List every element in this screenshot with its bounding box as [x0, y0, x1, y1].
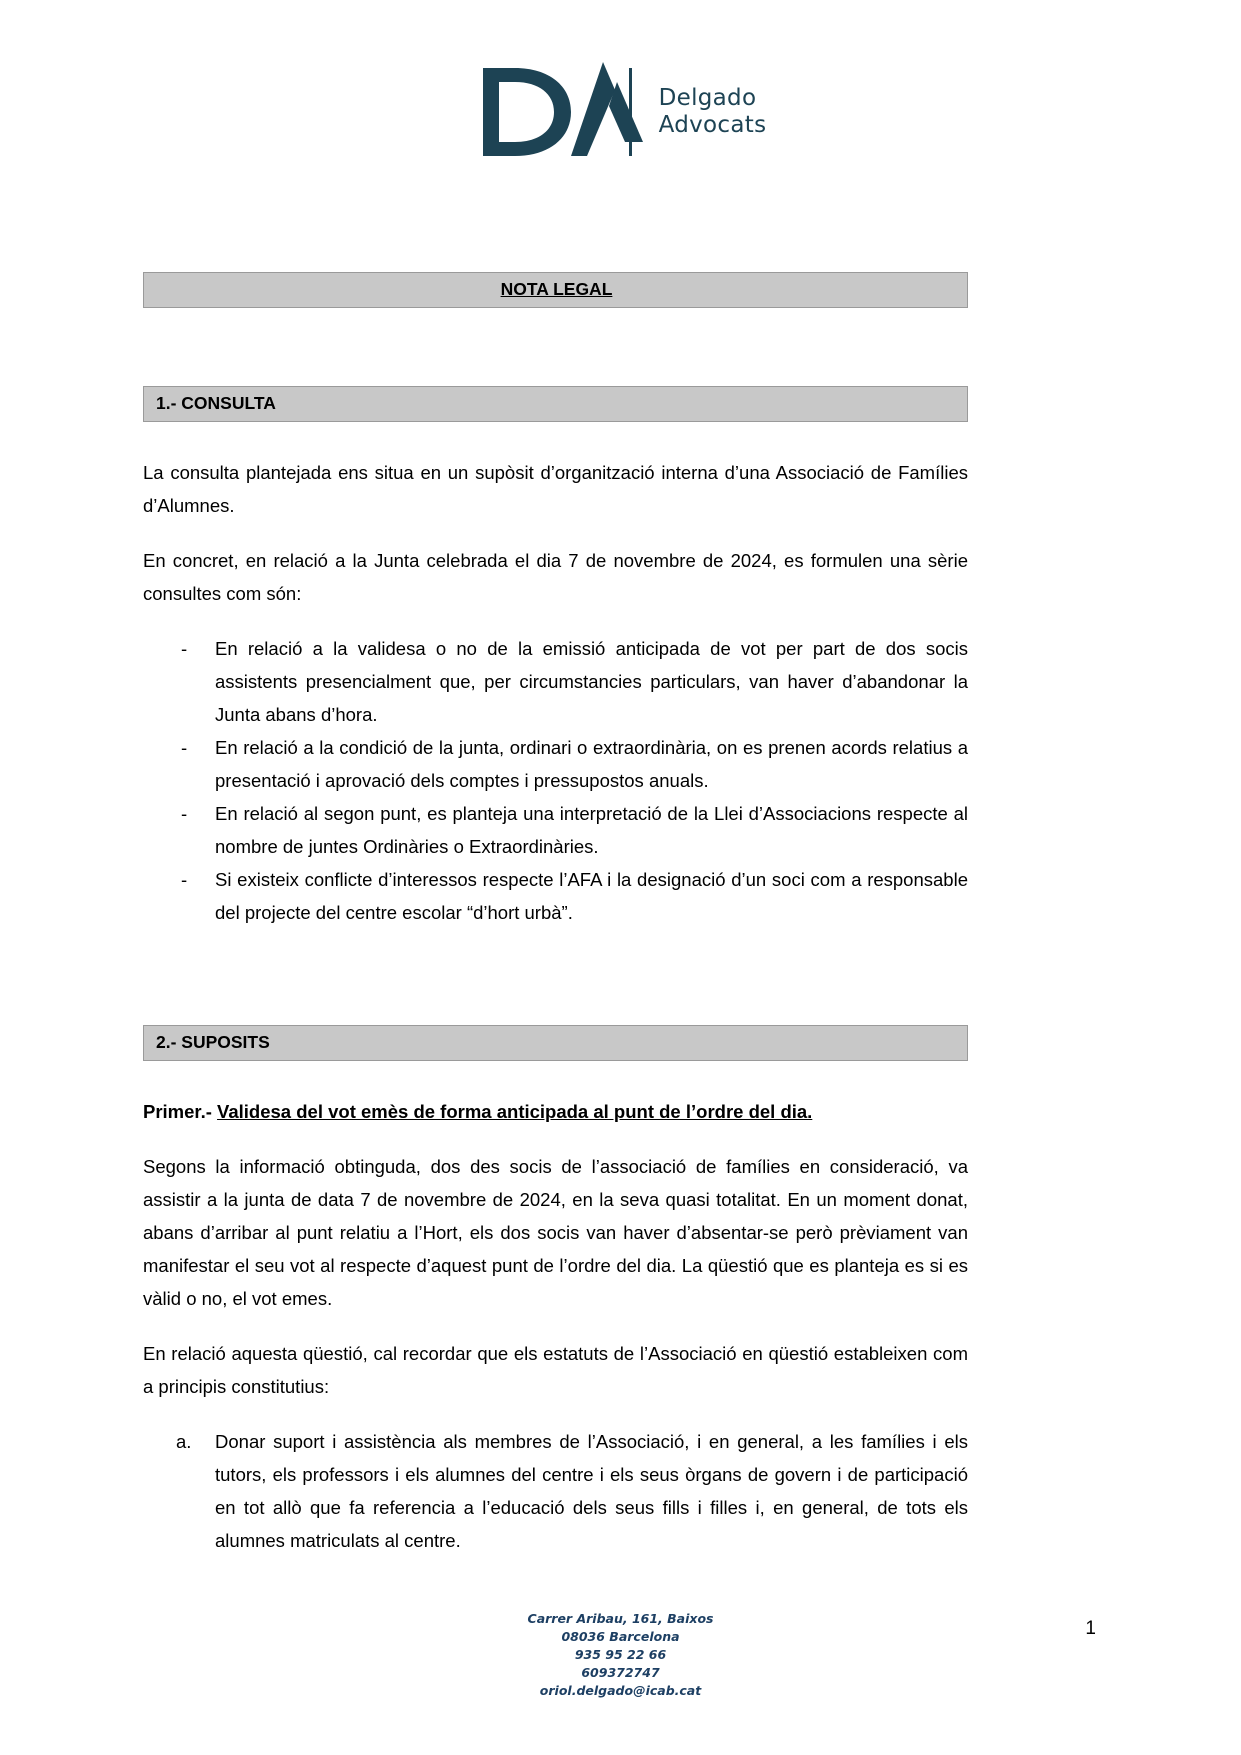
page-number: 1 — [1085, 1618, 1096, 1639]
subsection-heading — [143, 1095, 968, 1128]
footer-address: Carrer Aribau, 161, Baixos — [527, 1611, 714, 1626]
paragraph: Segons la informació obtinguda, dos des socis de l’associació de famílies en consideració, va assistir a la junta de data 7 de novembre de 2024, en la seva quasi totalitat. En un moment donat, abans d’arribar al punt relatiu a l’Hort, els dos socis van haver d’absentar-se però prèviament van manifestar el seu vot al respecte d’aquest punt de l’ordre del dia. La qüestió que es planteja es si es vàlid o no, el vot emes. — [143, 1156, 968, 1309]
footer-mobile: 609372747 — [581, 1665, 660, 1680]
list-item-text: En relació a la condició de la junta, ordinari o extraordinària, on es prenen acords relatius a presentació i aprovació dels comptes i pressupostos anuals. — [215, 737, 968, 791]
logo-text-line1: Delgado — [658, 85, 757, 111]
bullet-mark: - — [181, 803, 188, 824]
consulta-bullet-list — [143, 632, 968, 929]
document-body — [143, 272, 968, 1557]
footer-email: oriol.delgado@icab.cat — [539, 1683, 702, 1698]
paragraph: En relació aquesta qüestió, cal recordar que els estatuts de l’Associació en qüestió estableixen com a principis constitutius: — [143, 1343, 968, 1397]
list-item — [143, 731, 968, 797]
subsection-heading-prefix: Primer.- — [143, 1101, 212, 1122]
paragraph: En concret, en relació a la Junta celebrada el dia 7 de novembre de 2024, es formulen una sèrie consultes com són: — [143, 550, 968, 604]
section-heading-suposits — [143, 1025, 968, 1061]
da-monogram-icon — [475, 62, 645, 162]
subsection-heading-title: Validesa del vot emès de forma anticipada al punt de l’ordre del dia. — [217, 1101, 813, 1122]
bullet-mark: - — [181, 638, 188, 659]
list-item-text: En relació al segon punt, es planteja una interpretació de la Llei d’Associacions respecte al nombre de juntes Ordinàries o Extraordinàries. — [215, 803, 968, 857]
suposits-alpha-list — [143, 1425, 968, 1557]
list-item — [143, 632, 968, 731]
bullet-mark: - — [181, 737, 188, 758]
list-item-text: Donar suport i assistència als membres de l’Associació, i en general, a les famílies i els tutors, els professors i els alumnes del centre i els seus òrgans de govern i de participació en tot allò que fa referencia a l’educació dels seus fills i filles i, en general, de tots els alumnes matriculats al centre. — [215, 1431, 968, 1551]
section-1-label: 1.- CONSULTA — [156, 393, 276, 413]
list-item — [143, 797, 968, 863]
brand-logo — [475, 62, 767, 162]
section-heading-consulta — [143, 386, 968, 422]
page-title: NOTA LEGAL — [500, 279, 613, 299]
document-footer — [0, 1610, 1241, 1700]
footer-phone: 935 95 22 66 — [574, 1647, 667, 1662]
list-item-text: Si existeix conflicte d’interessos respecte l’AFA i la designació d’un soci com a responsable del projecte del centre escolar “d’hort urbà”. — [215, 869, 968, 923]
logo-header — [0, 62, 1241, 162]
list-item-text: En relació a la validesa o no de la emissió anticipada de vot per part de dos socis assistents presencialment que, per circumstancies particulars, van haver d’abandonar la Junta abans d’hora. — [215, 638, 968, 725]
document-title-bar — [143, 272, 968, 308]
list-item — [143, 1425, 968, 1557]
list-marker: a. — [176, 1431, 192, 1452]
list-item — [143, 863, 968, 929]
section-2-label: 2.- SUPOSITS — [156, 1032, 270, 1052]
bullet-mark: - — [181, 869, 188, 890]
logo-text-line2: Advocats — [658, 112, 767, 138]
footer-city: 08036 Barcelona — [561, 1629, 680, 1644]
paragraph: La consulta plantejada ens situa en un supòsit d’organització interna d’una Associació de Famílies d’Alumnes. — [143, 462, 968, 516]
